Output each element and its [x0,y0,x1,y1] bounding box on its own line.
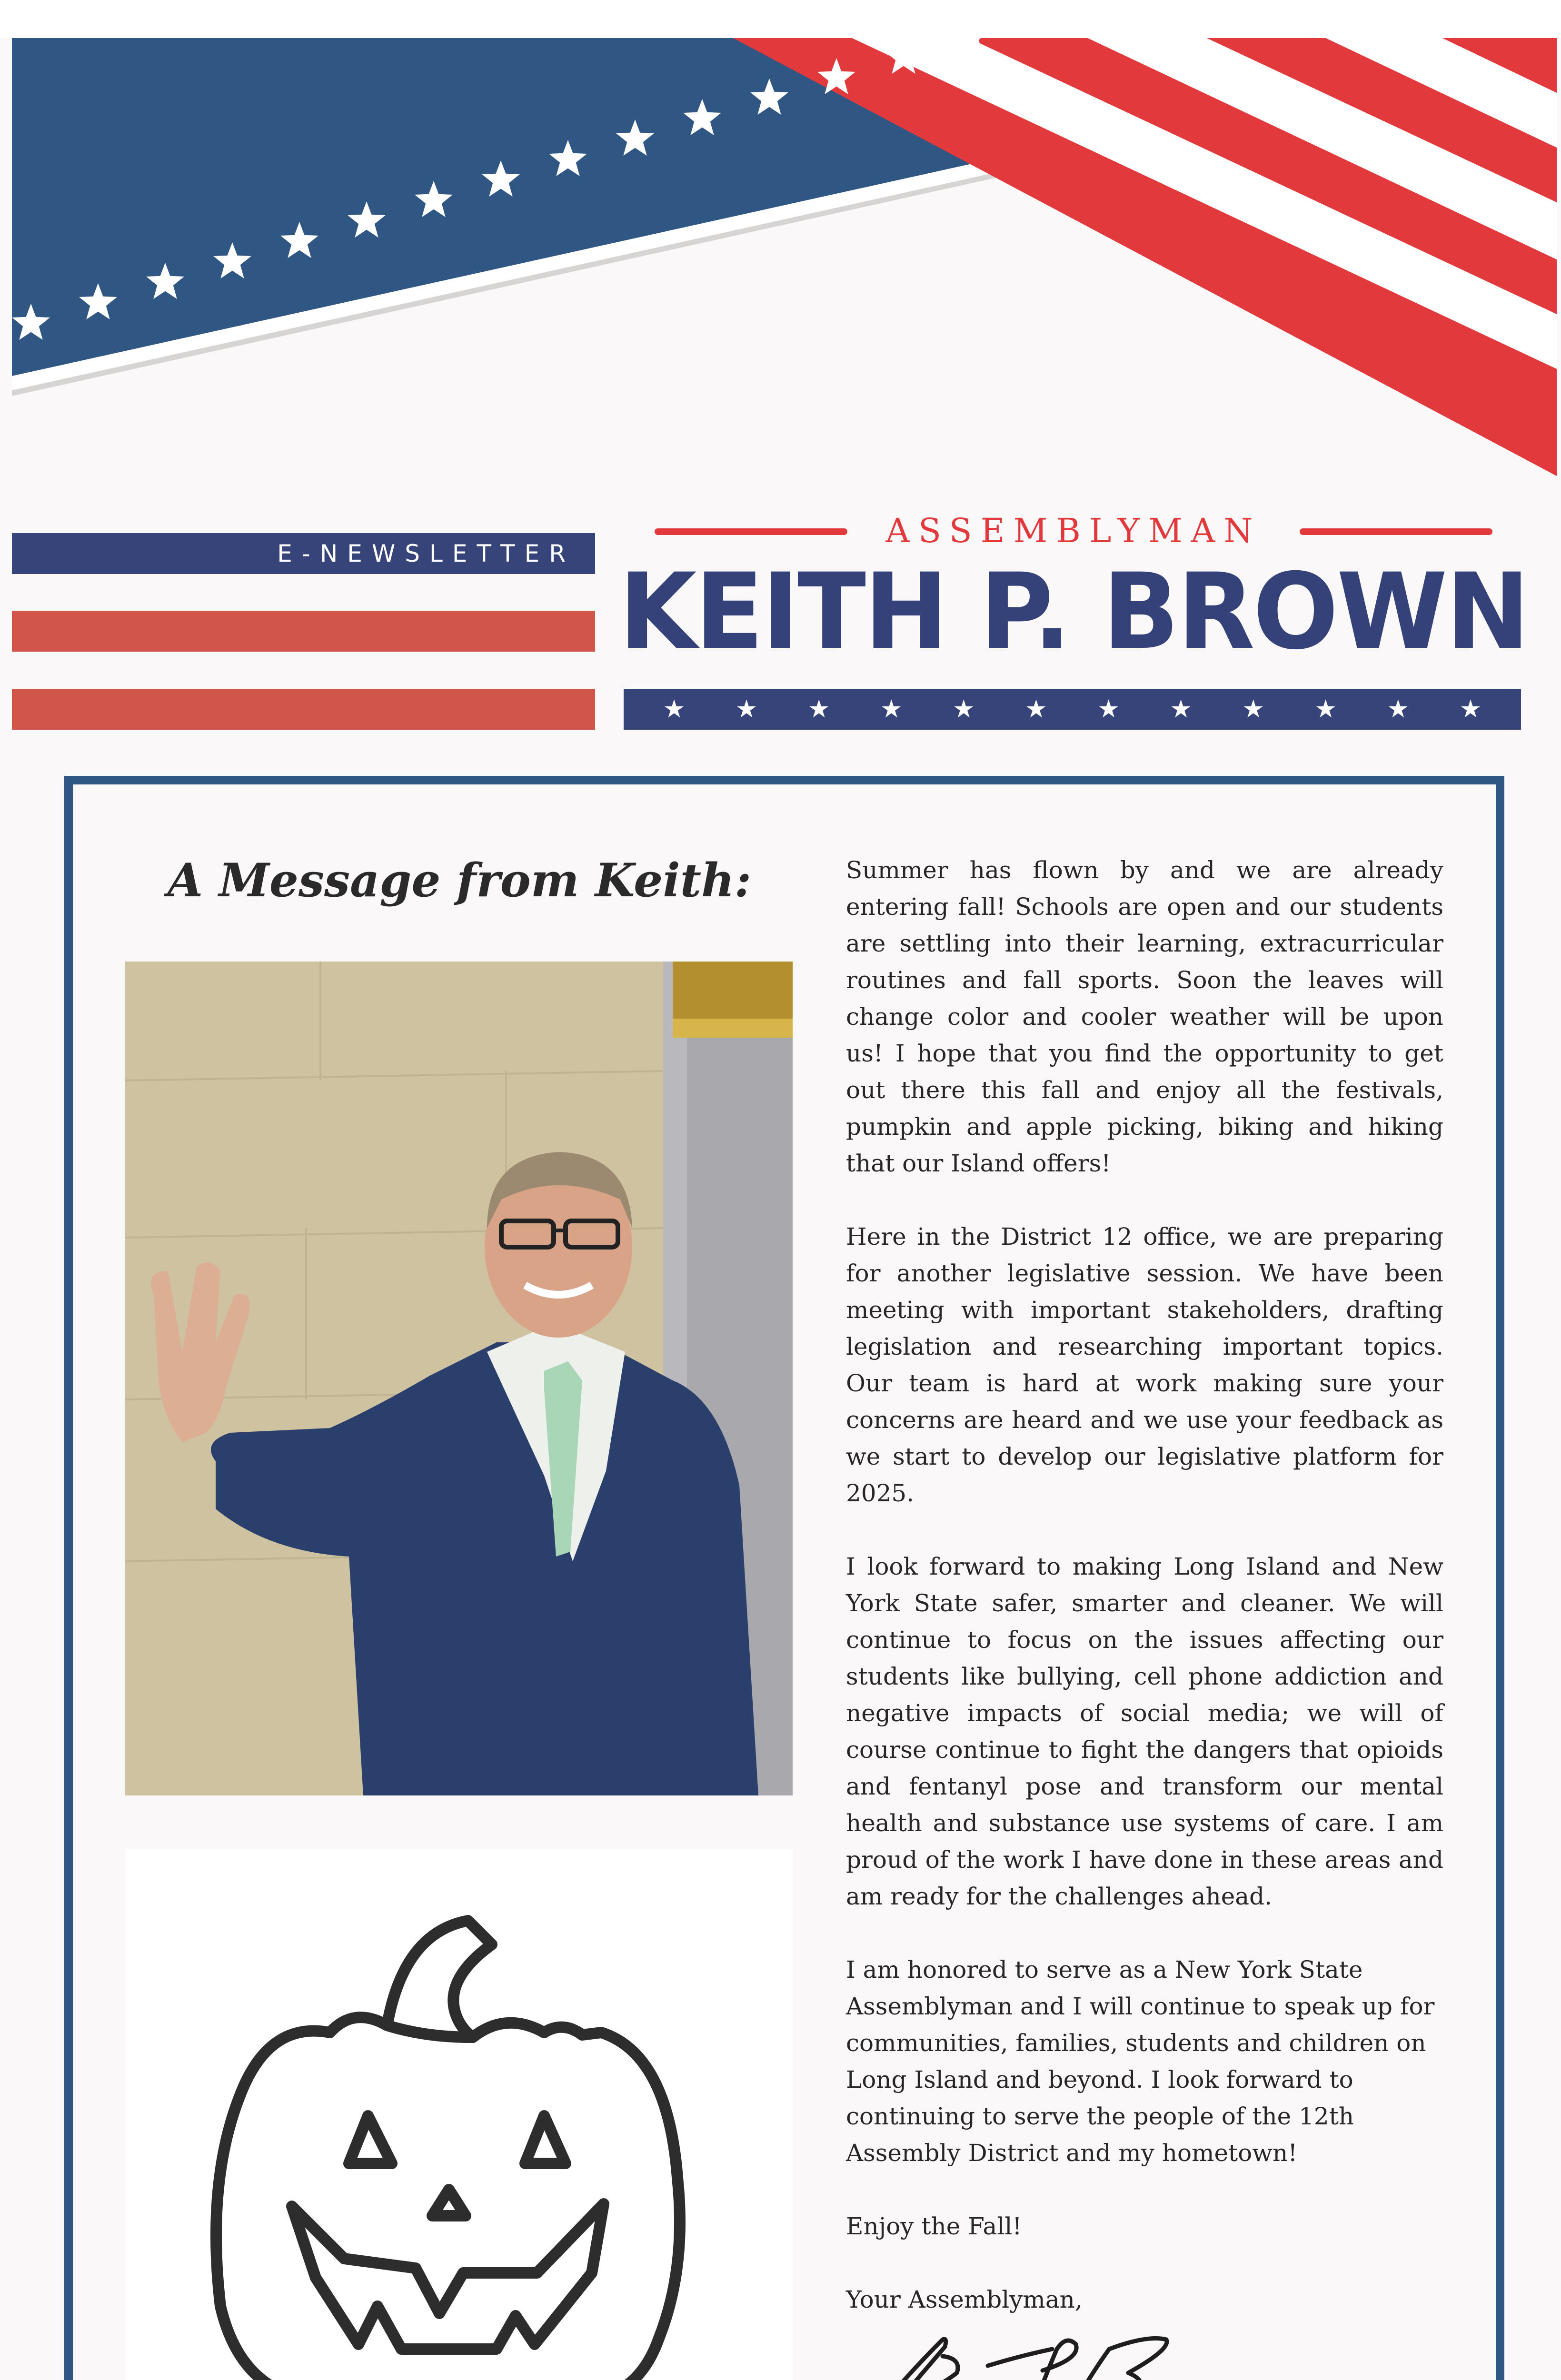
red-stripe-bar [12,611,595,652]
star-icon: ★ [663,695,686,724]
jack-o-lantern-icon [125,1849,793,2380]
portrait-photo [125,962,793,1795]
star-icon: ★ [1387,695,1410,724]
title-prefix: ASSEMBLYMAN [885,511,1262,550]
star-icon: ★ [1170,695,1192,724]
letter-paragraph: I am honored to serve as a New York State Assemblyman and I will continue to speak up for communities, families, students and children on Long Island and beyond. I look forward to continuing to serve the people of the 12th Assembly District and my hometown! [846,1956,1435,2167]
star-icon: ★ [953,695,975,724]
masthead-name: KEITH P. BROWN [619,551,1528,673]
title-prefix-row [655,511,1492,550]
star-icon: ★ [1242,695,1264,724]
flag-banner [0,0,1561,476]
decorative-line [1300,528,1492,535]
signature-image [862,2330,1314,2380]
letter-paragraph: Here in the District 12 office, we are preparing for another legislative session. We have been meeting with important stakeholders, drafting legislation and researching important topics. Our team is hard at work making sure your concerns are heard and we use your feedback as we start to develop our legislative platform for 2025. [846,1223,1443,1507]
closing-line: Enjoy the Fall! [846,2212,1022,2240]
star-icon: ★ [735,695,758,724]
star-icon: ★ [807,695,830,724]
letter-body [846,852,1443,2318]
letter-paragraph: I look forward to making Long Island and New York State safer, smarter and cleaner. We will continue to focus on the issues affecting our students like bullying, cell phone addiction and negative impacts of social media; we will of course continue to fight the dangers that opioids and fentanyl pose and transform our mental health and substance use systems of care. I am proud of the work I have done in these areas and am ready for the challenges ahead. [846,1553,1443,1910]
star-icon: ★ [1097,695,1120,724]
star-icon: ★ [1025,695,1047,724]
letter-paragraph: Summer has flown by and we are already entering fall! Schools are open and our students are settling into their learning, extracurricular routines and fall sports. Soon the leaves will change color and cooler weather will be upon us! I hope that you find the opportunity to get out there this fall and enjoy all the festivals, pumpkin and apple picking, biking and hiking that our Island offers! [846,856,1443,1177]
newsletter-bar [12,533,595,574]
newsletter-label: E-NEWSLETTER [277,540,575,567]
star-bar [624,689,1521,730]
star-icon: ★ [1459,695,1482,724]
message-heading: A Message from Keith: [167,853,752,907]
star-icon: ★ [1314,695,1337,724]
star-icon: ★ [880,695,903,724]
red-stripe-bar [12,689,595,730]
valediction: Your Assemblyman, [846,2286,1083,2313]
